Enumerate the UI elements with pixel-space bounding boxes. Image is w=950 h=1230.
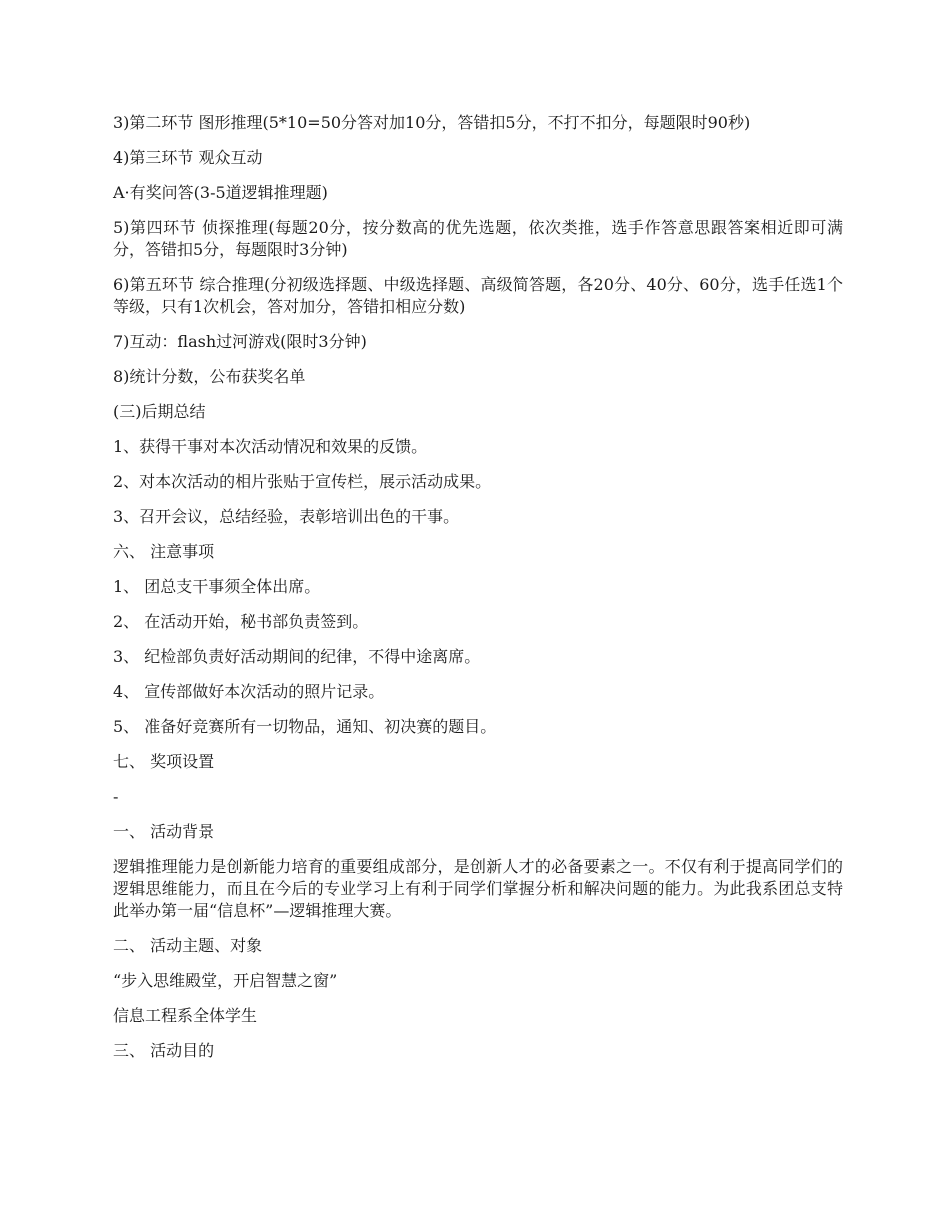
paragraph-round-2: 3)第二环节 图形推理(5*10=50分答对加10分，答错扣5分，不打不扣分，每题限时90秒) bbox=[113, 113, 751, 132]
heading-purpose: 三、 活动目的 bbox=[113, 1041, 215, 1060]
separator-dash: - bbox=[113, 787, 119, 806]
paragraph-statistics: 8)统计分数，公布获奖名单 bbox=[113, 367, 306, 386]
paragraph-note-3: 3、 纪检部负责好活动期间的纪律，不得中途离席。 bbox=[113, 647, 481, 666]
paragraph-prize-qa: A·有奖问答(3-5道逻辑推理题) bbox=[113, 183, 328, 202]
heading-theme-audience: 二、 活动主题、对象 bbox=[113, 936, 263, 955]
paragraph-summary-1: 1、获得干事对本次活动情况和效果的反馈。 bbox=[113, 437, 428, 456]
document-page bbox=[113, 112, 843, 1075]
paragraph-note-1: 1、 团总支干事须全体出席。 bbox=[113, 577, 321, 596]
paragraph-theme: “步入思维殿堂，开启智慧之窗” bbox=[113, 971, 338, 990]
paragraph-audience: 信息工程系全体学生 bbox=[113, 1006, 258, 1025]
paragraph-summary-3: 3、召开会议，总结经验，表彰培训出色的干事。 bbox=[113, 507, 460, 526]
heading-notes: 六、 注意事项 bbox=[113, 542, 215, 561]
paragraph-note-4: 4、 宣传部做好本次活动的照片记录。 bbox=[113, 682, 385, 701]
paragraph-background: 逻辑推理能力是创新能力培育的重要组成部分，是创新人才的必备要素之一。不仅有利于提高同学们的逻辑思维能力，而且在今后的专业学习上有利于同学们掌握分析和解决问题的能力。为此我系团总支特此举办第一届“信息杯”—逻辑推理大赛。 bbox=[113, 857, 843, 920]
paragraph-round-5: 6)第五环节 综合推理(分初级选择题、中级选择题、高级简答题，各20分、40分、60分，选手任选1个等级，只有1次机会，答对加分，答错扣相应分数) bbox=[113, 275, 843, 316]
paragraph-round-4: 5)第四环节 侦探推理(每题20分，按分数高的优先选题，依次类推，选手作答意思跟答案相近即可满分，答错扣5分，每题限时3分钟) bbox=[113, 218, 843, 259]
heading-post-summary: (三)后期总结 bbox=[113, 402, 206, 421]
paragraph-note-2: 2、 在活动开始，秘书部负责签到。 bbox=[113, 612, 369, 631]
paragraph-summary-2: 2、对本次活动的相片张贴于宣传栏，展示活动成果。 bbox=[113, 472, 492, 491]
paragraph-round-3: 4)第三环节 观众互动 bbox=[113, 148, 263, 167]
heading-awards: 七、 奖项设置 bbox=[113, 752, 215, 771]
paragraph-note-5: 5、 准备好竞赛所有一切物品，通知、初决赛的题目。 bbox=[113, 717, 497, 736]
heading-background: 一、 活动背景 bbox=[113, 822, 215, 841]
paragraph-flash-game: 7)互动：flash过河游戏(限时3分钟) bbox=[113, 332, 367, 351]
